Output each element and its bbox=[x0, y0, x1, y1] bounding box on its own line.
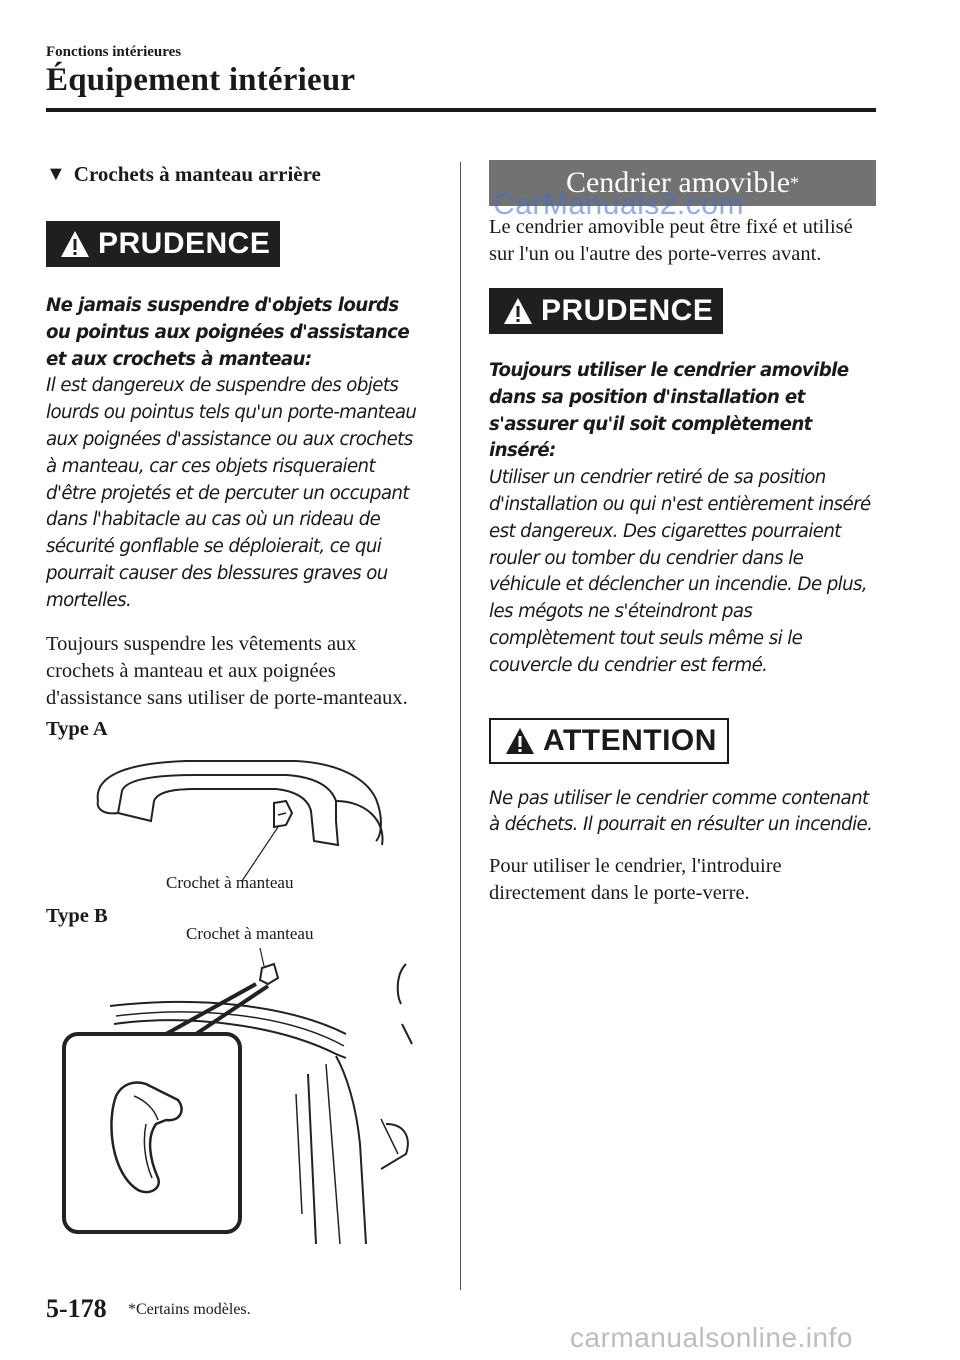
caution-badge-2-label: PRUDENCE bbox=[541, 294, 714, 327]
type-a-label: Type A bbox=[46, 717, 108, 740]
caution-2-lead: Toujours utiliser le cendrier amovible dans sa position d'installation et s'assurer qu'il soit complètement inséré: bbox=[489, 360, 849, 462]
right-column bbox=[489, 160, 879, 907]
left-column bbox=[46, 160, 426, 1244]
section-bar-mark: * bbox=[790, 172, 800, 193]
rear-coat-hook-illustration bbox=[46, 924, 426, 1244]
caution-block-2 bbox=[489, 358, 879, 680]
caution-badge-2 bbox=[489, 288, 723, 334]
column-divider bbox=[460, 162, 461, 1290]
triangle-down-icon: ▼ bbox=[46, 163, 66, 185]
attention-badge bbox=[489, 718, 729, 764]
warning-icon bbox=[503, 297, 533, 325]
assist-grip-illustration bbox=[46, 741, 426, 891]
chapter-label: Fonctions intérieures bbox=[46, 44, 182, 60]
body-paragraph: Toujours suspendre les vêtements aux crochets à manteau et aux poignées d'assistance sans utiliser de porte-manteaux. bbox=[46, 632, 408, 709]
type-b-caption: Crochet à manteau bbox=[186, 923, 314, 943]
type-b-label: Type B bbox=[46, 904, 108, 927]
section-heading-hooks bbox=[46, 162, 426, 187]
page-title: Équipement intérieur bbox=[46, 62, 356, 98]
attention-text: Ne pas utiliser le cendrier comme contenant à déchets. Il pourrait en résulter un incendie. bbox=[489, 787, 873, 836]
type-b-figure bbox=[46, 924, 426, 1244]
caution-badge-label: PRUDENCE bbox=[98, 227, 271, 260]
watermark: CarManuals2.com bbox=[493, 188, 744, 221]
caution-block bbox=[46, 293, 426, 615]
ashtray-intro: Le cendrier amovible peut être fixé et utilisé sur l'un ou l'autre des porte-verres avant. bbox=[489, 216, 853, 265]
type-a-caption: Crochet à manteau bbox=[166, 872, 294, 892]
footnote: *Certains modèles. bbox=[128, 1301, 251, 1318]
warning-icon bbox=[505, 727, 535, 755]
section-heading-text: Crochets à manteau arrière bbox=[73, 162, 321, 186]
caution-badge bbox=[46, 221, 280, 267]
ashtray-closing: Pour utiliser le cendrier, l'introduire directement dans le porte-verre. bbox=[489, 855, 782, 905]
type-a-figure bbox=[46, 741, 426, 891]
warning-icon bbox=[60, 230, 90, 258]
header-rule bbox=[46, 108, 876, 112]
caution-body: Il est dangereux de suspendre des objets lourds ou pointus tels qu'un porte-manteau aux poignées d'assistance ou aux crochets à manteau, car ces objets risqueraient d'être projetés et de percuter un occupant dans l'habitacle au cas où un rideau de sécurité gonflable se déploierait, ce qui pourrait causer des blessures graves ou mortelles. bbox=[46, 375, 417, 611]
caution-2-body: Utiliser un cendrier retiré de sa position d'installation ou qui n'est entièrement inséré est dangereux. Des cigarettes pourraient rouler ou tomber du cendrier dans le véhicule et déclencher un incendie. De plus, les mégots ne s'éteindront pas complètement tout seuls même si le couvercle du cendrier est fermé. bbox=[489, 467, 871, 676]
caution-lead: Ne jamais suspendre d'objets lourds ou pointus aux poignées d'assistance et aux crochets à manteau: bbox=[46, 295, 410, 370]
attention-badge-label: ATTENTION bbox=[543, 723, 717, 757]
section-bar-title: Cendrier amovible bbox=[565, 166, 791, 199]
site-watermark: carmanualsonline.info bbox=[570, 1322, 853, 1353]
page-number: 5-178 bbox=[46, 1294, 107, 1323]
